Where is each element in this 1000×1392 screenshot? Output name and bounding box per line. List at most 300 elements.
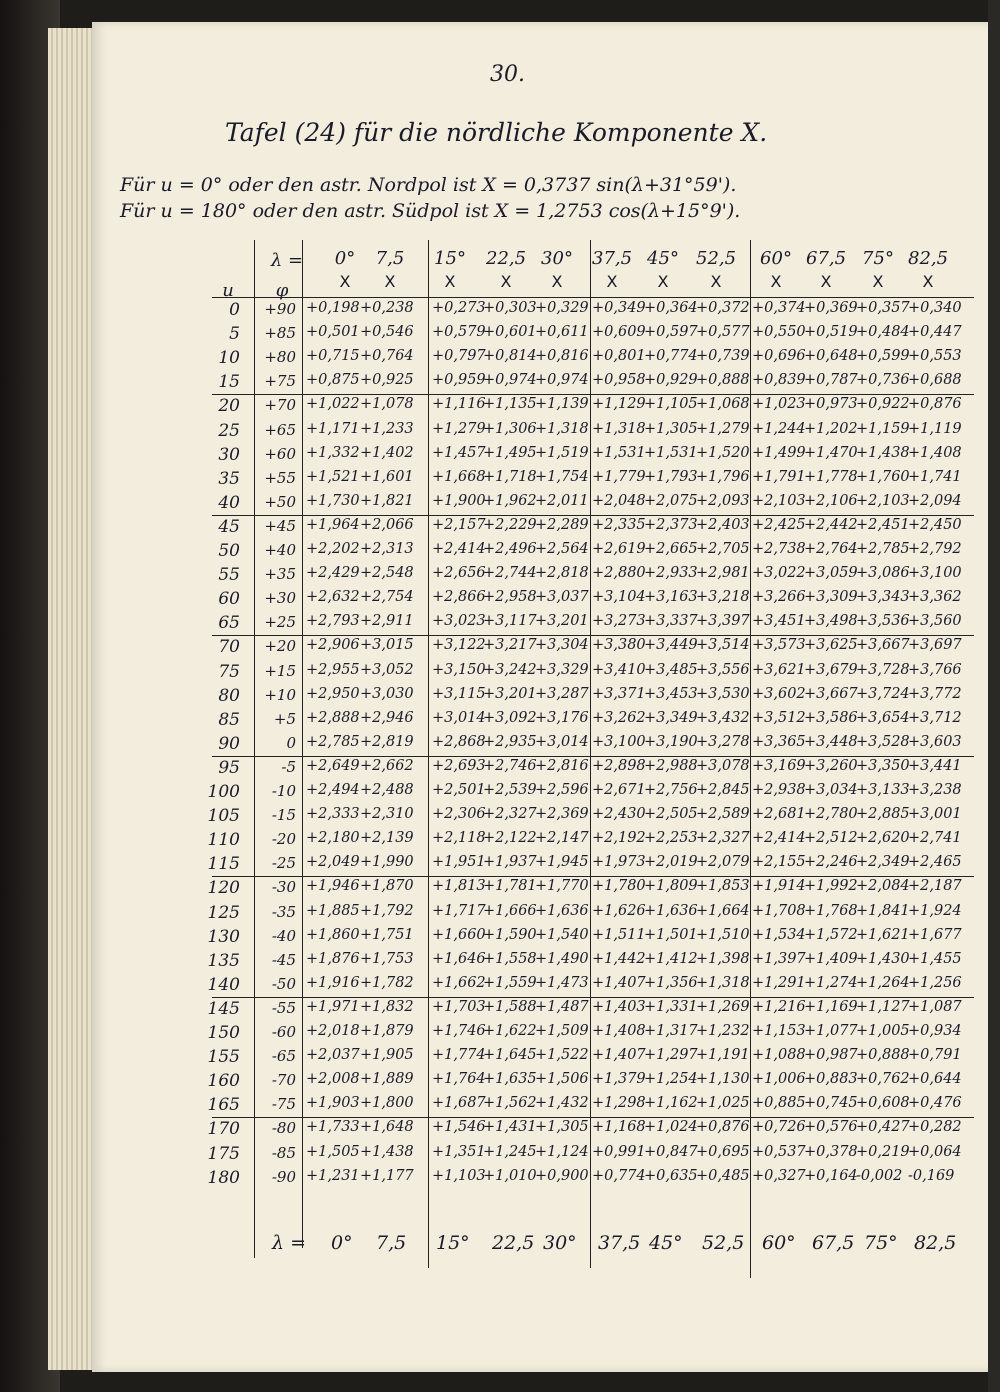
- table-cell: +1,889: [360, 1071, 414, 1088]
- table-cell: +2,118: [432, 830, 486, 847]
- table-cell: +1,511: [592, 926, 646, 943]
- table-cell: +2,253: [644, 830, 698, 847]
- table-cell: +3,602: [752, 685, 806, 702]
- table-cell: +2,157: [432, 516, 486, 533]
- table-cell: +0,974: [483, 372, 537, 389]
- table-cell: +0,774: [644, 348, 698, 365]
- footer-lambda: 0°: [331, 1232, 353, 1254]
- table-cell: +2,079: [696, 854, 750, 871]
- table-cell: +1,531: [592, 444, 646, 461]
- table-cell: +2,066: [360, 516, 414, 533]
- table-cell: +0,875: [306, 372, 360, 389]
- table-cell: +3,163: [644, 589, 698, 606]
- table-cell: +2,981: [696, 565, 750, 582]
- footer-lambda: 30°: [543, 1232, 577, 1254]
- table-cell: +0,797: [432, 348, 486, 365]
- table-cell: +2,955: [306, 661, 360, 678]
- table-cell: +1,741: [908, 468, 962, 485]
- hline-group: [212, 635, 974, 636]
- table-cell: +0,550: [752, 324, 806, 341]
- table-cell: +0,238: [360, 300, 414, 316]
- u-cell: 145: [207, 998, 240, 1019]
- u-cell: 10: [218, 348, 240, 369]
- phi-cell: -65: [271, 1047, 296, 1066]
- table-cell: +0,745: [804, 1095, 858, 1112]
- x-header: X: [710, 272, 722, 291]
- table-cell: +1,800: [360, 1095, 414, 1112]
- footer-lambda: 45°: [649, 1232, 683, 1254]
- table-cell: +1,022: [306, 396, 360, 413]
- table-cell: +1,162: [644, 1095, 698, 1112]
- x-header: X: [922, 272, 934, 291]
- table-cell: +1,636: [644, 902, 698, 919]
- table-cell: +3,679: [804, 661, 858, 678]
- table-cell: +0,485: [696, 1167, 750, 1184]
- table-cell: +3,262: [592, 709, 646, 726]
- table-cell: +1,490: [535, 950, 589, 967]
- table-cell: +2,620: [856, 830, 910, 847]
- table-cell: +0,715: [306, 348, 360, 365]
- table-cell: +1,024: [644, 1119, 698, 1136]
- lambda-header: 37,5: [592, 248, 633, 269]
- table-cell: +2,075: [644, 492, 698, 509]
- table-cell: +1,442: [592, 950, 646, 967]
- table-cell: +1,832: [360, 998, 414, 1015]
- table-cell: +1,130: [696, 1071, 750, 1088]
- table-cell: +1,103: [432, 1167, 486, 1184]
- table-cell: +1,753: [360, 950, 414, 967]
- footer-lambda-label: λ =: [272, 1232, 307, 1254]
- table-cell: +1,778: [804, 468, 858, 485]
- phi-cell: +10: [264, 685, 296, 704]
- table-cell: +2,505: [644, 806, 698, 823]
- phi-cell: 0: [286, 733, 296, 752]
- table-cell: +1,087: [908, 998, 962, 1015]
- table-cell: +0,726: [752, 1119, 806, 1136]
- table-cell: +0,282: [908, 1119, 962, 1136]
- table-cell: +3,015: [360, 637, 414, 654]
- table-cell: +0,876: [908, 396, 962, 413]
- lambda-header: 45°: [647, 248, 679, 269]
- table-cell: +2,018: [306, 1023, 360, 1039]
- table-cell: +2,539: [483, 782, 537, 798]
- table-cell: +1,351: [432, 1143, 486, 1160]
- table-cell: +2,488: [360, 782, 414, 798]
- table-cell: +0,929: [644, 372, 698, 389]
- table-cell: +2,306: [432, 806, 486, 823]
- table-cell: +2,403: [696, 516, 750, 533]
- table-cell: +2,754: [360, 589, 414, 606]
- table-cell: +1,791: [752, 468, 806, 485]
- table-cell: +2,656: [432, 565, 486, 582]
- table-cell: +3,603: [908, 733, 962, 750]
- lambda-header: 75°: [862, 248, 894, 269]
- table-cell: +1,264: [856, 974, 910, 991]
- table-cell: +3,266: [752, 589, 806, 606]
- table-cell: +2,938: [752, 782, 806, 798]
- footer-lambda: 67,5: [812, 1232, 855, 1254]
- table-cell: +1,821: [360, 492, 414, 509]
- table-cell: +0,847: [644, 1143, 698, 1160]
- table-cell: +2,785: [306, 733, 360, 750]
- phi-cell: +45: [264, 516, 296, 535]
- table-cell: +1,305: [644, 420, 698, 437]
- table-cell: +0,648: [804, 348, 858, 365]
- formula-south: Für u = 180° oder den astr. Südpol ist X = 1,2753 cos(λ+15°9').: [120, 200, 741, 222]
- table-cell: +3,304: [535, 637, 589, 654]
- table-cell: +1,687: [432, 1095, 486, 1112]
- table-cell: +1,129: [592, 396, 646, 413]
- table-cell: +0,553: [908, 348, 962, 365]
- table-cell: +2,662: [360, 757, 414, 774]
- table-cell: +0,537: [752, 1143, 806, 1160]
- table-cell: +3,556: [696, 661, 750, 678]
- table-cell: +1,408: [908, 444, 962, 461]
- table-cell: +0,762: [856, 1071, 910, 1088]
- table-cell: +2,793: [306, 613, 360, 630]
- table-cell: +1,870: [360, 878, 414, 895]
- hline-group: [212, 394, 974, 395]
- u-cell: 105: [207, 806, 240, 827]
- table-cell: +2,289: [535, 516, 589, 533]
- table-cell: +2,139: [360, 830, 414, 847]
- table-cell: +1,521: [306, 468, 360, 485]
- footer-lambda: 52,5: [702, 1232, 745, 1254]
- table-cell: +0,922: [856, 396, 910, 413]
- table-cell: +2,442: [804, 516, 858, 533]
- phi-cell: +55: [264, 468, 296, 487]
- table-cell: +0,688: [908, 372, 962, 389]
- table-cell: +3,349: [644, 709, 698, 726]
- table-cell: +3,176: [535, 709, 589, 726]
- table-cell: +1,431: [483, 1119, 537, 1136]
- phi-cell: -20: [271, 830, 296, 849]
- table-cell: +3,238: [908, 782, 962, 798]
- table-cell: +1,621: [856, 926, 910, 943]
- table-cell: +3,190: [644, 733, 698, 750]
- table-cell: +1,473: [535, 974, 589, 991]
- u-cell: 180: [207, 1167, 240, 1188]
- table-cell: +3,350: [856, 757, 910, 774]
- table-cell: +3,104: [592, 589, 646, 606]
- table-cell: +0,599: [856, 348, 910, 365]
- table-cell: +3,453: [644, 685, 698, 702]
- table-cell: +1,279: [696, 420, 750, 437]
- table-cell: +0,427: [856, 1119, 910, 1136]
- table-cell: +2,451: [856, 516, 910, 533]
- table-cell: +0,925: [360, 372, 414, 389]
- table-cell: +0,374: [752, 300, 806, 316]
- table-cell: +1,116: [432, 396, 486, 413]
- table-cell: +0,801: [592, 348, 646, 365]
- table-cell: +1,540: [535, 926, 589, 943]
- table-cell: +1,774: [432, 1047, 486, 1064]
- table-cell: +1,937: [483, 854, 537, 871]
- table-cell: +2,094: [908, 492, 962, 509]
- u-cell: 15: [218, 372, 240, 393]
- table-cell: +1,645: [483, 1047, 537, 1064]
- table-cell: +1,662: [432, 974, 486, 991]
- table-cell: +2,180: [306, 830, 360, 847]
- table-cell: +3,772: [908, 685, 962, 702]
- table-cell: -0,002: [856, 1167, 903, 1184]
- table-cell: +2,103: [752, 492, 806, 509]
- phi-cell: +50: [264, 492, 296, 511]
- table-cell: +1,305: [535, 1119, 589, 1136]
- table-cell: +2,888: [306, 709, 360, 726]
- table-cell: +0,839: [752, 372, 806, 389]
- u-cell: 40: [218, 492, 240, 513]
- table-cell: +0,340: [908, 300, 962, 316]
- table-cell: +2,019: [644, 854, 698, 871]
- phi-cell: -10: [271, 782, 296, 800]
- table-cell: +2,906: [306, 637, 360, 654]
- table-cell: +2,414: [432, 541, 486, 557]
- table-cell: +1,781: [483, 878, 537, 895]
- table-cell: +2,084: [856, 878, 910, 895]
- table-cell: +3,712: [908, 709, 962, 726]
- table-cell: +2,327: [696, 830, 750, 847]
- table-cell: +1,746: [432, 1023, 486, 1039]
- table-cell: +3,014: [432, 709, 486, 726]
- table-cell: +0,991: [592, 1143, 646, 1160]
- footer-lambda: 37,5: [598, 1232, 641, 1254]
- table-cell: +2,494: [306, 782, 360, 798]
- table-cell: +2,373: [644, 516, 698, 533]
- table-cell: +3,100: [592, 733, 646, 750]
- table-cell: +1,397: [752, 950, 806, 967]
- table-cell: +2,430: [592, 806, 646, 823]
- vline-u: [254, 240, 255, 1258]
- table-cell: +3,078: [696, 757, 750, 774]
- table-cell: +1,853: [696, 878, 750, 895]
- u-cell: 60: [218, 589, 240, 610]
- table-cell: +2,950: [306, 685, 360, 702]
- table-cell: +0,888: [856, 1047, 910, 1064]
- table-cell: +1,025: [696, 1095, 750, 1112]
- x-header: X: [384, 272, 396, 291]
- table-cell: +2,746: [483, 757, 537, 774]
- u-cell: 170: [207, 1119, 240, 1140]
- table-cell: +2,958: [483, 589, 537, 606]
- u-cell: 80: [218, 685, 240, 706]
- table-cell: +1,664: [696, 902, 750, 919]
- table-cell: +3,625: [804, 637, 858, 654]
- table-cell: +2,764: [804, 541, 858, 557]
- table-cell: +1,403: [592, 998, 646, 1015]
- table-cell: +3,052: [360, 661, 414, 678]
- table-cell: +3,150: [432, 661, 486, 678]
- table-cell: +2,011: [535, 492, 589, 509]
- table-cell: +1,430: [856, 950, 910, 967]
- table-cell: +2,333: [306, 806, 360, 823]
- table-cell: +3,586: [804, 709, 858, 726]
- x-header: X: [444, 272, 456, 291]
- lambda-header: 52,5: [696, 248, 737, 269]
- u-cell: 65: [218, 613, 240, 634]
- table-cell: +3,362: [908, 589, 962, 606]
- table-cell: +2,496: [483, 541, 537, 557]
- page-title: Tafel (24) für die nördliche Komponente X.: [225, 118, 768, 147]
- table-cell: +1,254: [644, 1071, 698, 1088]
- table-cell: +3,530: [696, 685, 750, 702]
- u-cell: 150: [207, 1023, 240, 1043]
- table-cell: +2,681: [752, 806, 806, 823]
- table-cell: +3,343: [856, 589, 910, 606]
- table-cell: +1,470: [804, 444, 858, 461]
- table-cell: +0,372: [696, 300, 750, 316]
- table-cell: +1,792: [360, 902, 414, 919]
- table-cell: +1,860: [306, 926, 360, 943]
- phi-cell: +85: [264, 324, 296, 343]
- table-cell: +1,379: [592, 1071, 646, 1088]
- table-cell: +0,814: [483, 348, 537, 365]
- lambda-header: 0°: [334, 248, 356, 269]
- table-cell: +1,318: [592, 420, 646, 437]
- table-cell: +1,318: [696, 974, 750, 991]
- table-cell: +3,260: [804, 757, 858, 774]
- table-cell: +1,666: [483, 902, 537, 919]
- vline-60: [750, 240, 751, 1278]
- table-cell: +1,438: [856, 444, 910, 461]
- table-cell: +1,233: [360, 420, 414, 437]
- table-cell: +2,866: [432, 589, 486, 606]
- lambda-header: 60°: [760, 248, 792, 269]
- table-cell: +3,337: [644, 613, 698, 630]
- u-cell: 175: [207, 1143, 240, 1164]
- table-cell: +2,327: [483, 806, 537, 823]
- u-cell: 140: [207, 974, 240, 995]
- table-cell: +0,329: [535, 300, 589, 316]
- table-cell: +0,888: [696, 372, 750, 389]
- table-cell: +3,309: [804, 589, 858, 606]
- phi-cell: +5: [273, 709, 296, 728]
- footer-lambda: 75°: [864, 1232, 898, 1254]
- table-cell: +1,168: [592, 1119, 646, 1136]
- table-cell: +1,297: [644, 1047, 698, 1064]
- x-header: X: [770, 272, 782, 291]
- phi-cell: +20: [264, 637, 296, 656]
- x-header: X: [339, 272, 351, 291]
- table-cell: +0,974: [535, 372, 589, 389]
- table-cell: +3,380: [592, 637, 646, 654]
- table-cell: +3,201: [535, 613, 589, 630]
- table-cell: +1,409: [804, 950, 858, 967]
- table-cell: +2,792: [908, 541, 962, 557]
- footer-lambda: 7,5: [376, 1232, 407, 1254]
- phi-cell: -45: [271, 950, 296, 969]
- table-cell: +2,425: [752, 516, 806, 533]
- table-cell: +1,159: [856, 420, 910, 437]
- table-cell: +1,177: [360, 1167, 414, 1184]
- table-cell: +1,730: [306, 492, 360, 509]
- table-cell: +2,187: [908, 878, 962, 895]
- table-cell: +2,819: [360, 733, 414, 750]
- table-cell: +3,086: [856, 565, 910, 582]
- phi-cell: -85: [271, 1143, 296, 1162]
- table-cell: +3,621: [752, 661, 806, 678]
- table-cell: +2,596: [535, 782, 589, 798]
- table-cell: +1,635: [483, 1071, 537, 1088]
- footer-lambda: 15°: [436, 1232, 470, 1254]
- table-cell: +0,764: [360, 348, 414, 365]
- table-cell: +1,245: [483, 1143, 537, 1160]
- table-cell: +2,512: [804, 830, 858, 847]
- table-cell: +1,509: [535, 1023, 589, 1039]
- table-cell: +3,122: [432, 637, 486, 654]
- lambda-label: λ =: [270, 250, 304, 271]
- table-cell: +2,429: [306, 565, 360, 582]
- table-cell: +3,273: [592, 613, 646, 630]
- u-cell: 115: [207, 854, 240, 875]
- lambda-header: 22,5: [486, 248, 527, 269]
- table-cell: +2,785: [856, 541, 910, 557]
- table-cell: +1,318: [535, 420, 589, 437]
- table-cell: +1,876: [306, 950, 360, 967]
- table-cell: +2,911: [360, 613, 414, 630]
- table-cell: +0,696: [752, 348, 806, 365]
- footer-lambda: 22,5: [492, 1232, 535, 1254]
- table-cell: +1,457: [432, 444, 486, 461]
- table-cell: +3,451: [752, 613, 806, 630]
- table-cell: +1,946: [306, 878, 360, 895]
- table-cell: +3,371: [592, 685, 646, 702]
- table-cell: +0,327: [752, 1167, 806, 1184]
- u-cell: 50: [218, 541, 240, 561]
- table-cell: +1,119: [908, 420, 962, 437]
- table-cell: +1,793: [644, 468, 698, 485]
- table-cell: +1,677: [908, 926, 962, 943]
- table-cell: +1,499: [752, 444, 806, 461]
- table-cell: +2,816: [535, 757, 589, 774]
- table-cell: +3,528: [856, 733, 910, 750]
- table-cell: +1,809: [644, 878, 698, 895]
- table-cell: +2,414: [752, 830, 806, 847]
- table-cell: +1,796: [696, 468, 750, 485]
- table-cell: +3,410: [592, 661, 646, 678]
- u-cell: 45: [218, 516, 240, 537]
- table-cell: +2,744: [483, 565, 537, 582]
- table-cell: +1,841: [856, 902, 910, 919]
- table-cell: +0,876: [696, 1119, 750, 1136]
- table-cell: +0,787: [804, 372, 858, 389]
- table-cell: +0,519: [804, 324, 858, 341]
- table-cell: +0,303: [483, 300, 537, 316]
- table-cell: +1,708: [752, 902, 806, 919]
- table-cell: +2,548: [360, 565, 414, 582]
- phi-cell: -30: [271, 878, 296, 897]
- table-cell: +3,278: [696, 733, 750, 750]
- table-cell: +2,106: [804, 492, 858, 509]
- u-cell: 100: [207, 782, 240, 802]
- vline-phi: [302, 240, 303, 1248]
- table-cell: +0,739: [696, 348, 750, 365]
- table-cell: +3,023: [432, 613, 486, 630]
- table-cell: +0,883: [804, 1071, 858, 1088]
- table-cell: +2,037: [306, 1047, 360, 1064]
- u-cell: 130: [207, 926, 240, 947]
- table-cell: +1,124: [535, 1143, 589, 1160]
- phi-cell: -5: [281, 757, 296, 776]
- phi-cell: +70: [264, 396, 296, 415]
- table-cell: +1,306: [483, 420, 537, 437]
- phi-header: φ: [275, 280, 289, 301]
- table-cell: +1,256: [908, 974, 962, 991]
- table-cell: +3,441: [908, 757, 962, 774]
- table-cell: +3,724: [856, 685, 910, 702]
- table-cell: +3,536: [856, 613, 910, 630]
- table-cell: +0,164: [804, 1167, 858, 1184]
